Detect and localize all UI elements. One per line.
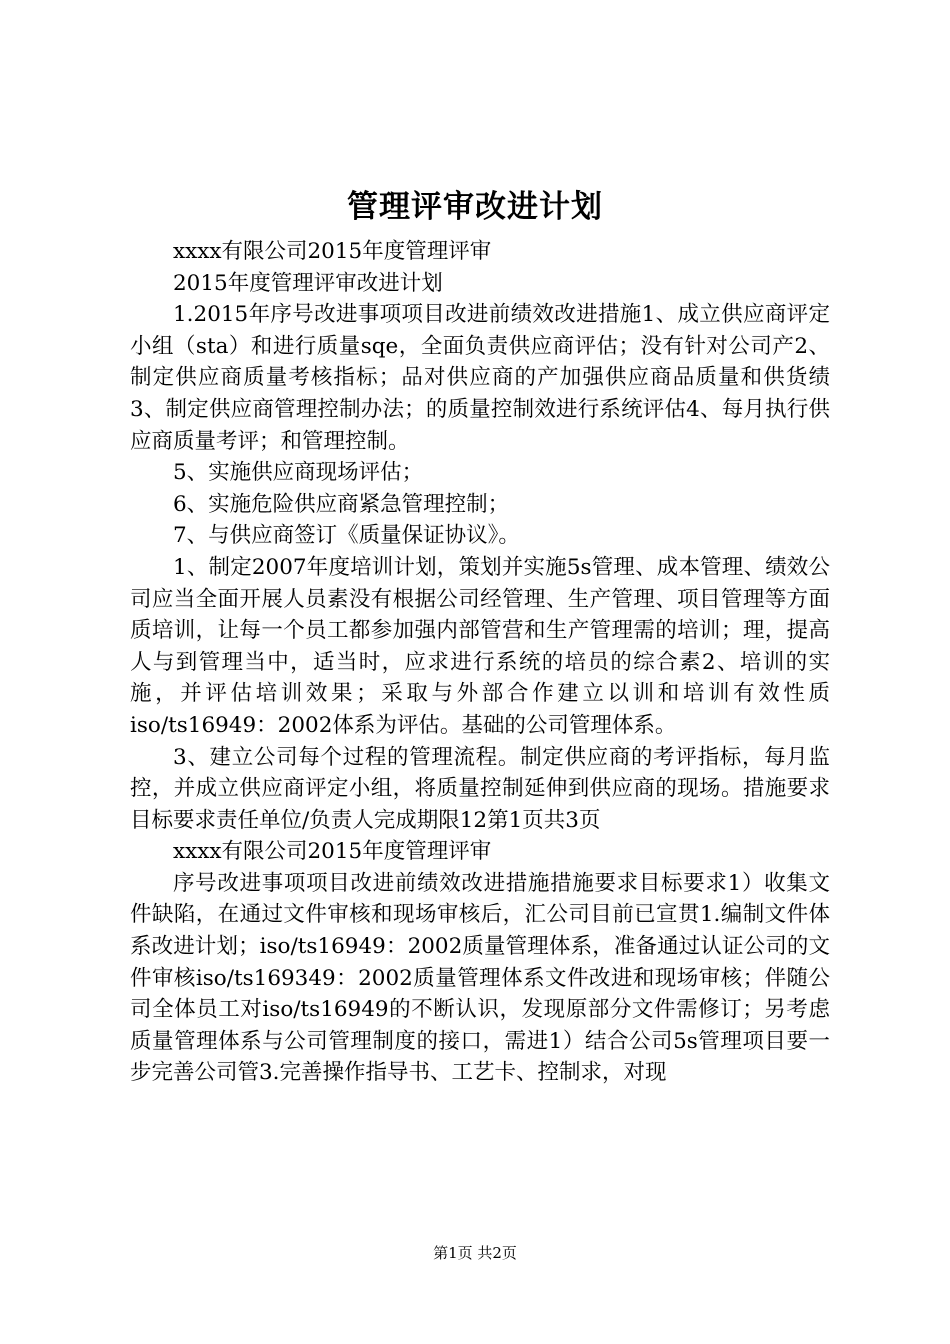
- document-body: [130, 236, 830, 1089]
- paragraph-process-management: 3、建立公司每个过程的管理流程。制定供应商的考评指标，每月监控，并成立供应商评定小组，将质量控制延伸到供应商的现场。措施要求目标要求责任单位/负责人完成期限12第1页共3页: [130, 744, 830, 833]
- paragraph-company-header-2: xxxx有限公司2015年度管理评审: [173, 839, 492, 865]
- paragraph-item-7: 7、与供应商签订《质量保证协议》。: [173, 523, 520, 549]
- paragraph-item-5: 5、实施供应商现场评估；: [173, 460, 424, 486]
- paragraph-supplier-measures: 1.2015年序号改进事项项目改进前绩效改进措施1、成立供应商评定小组（sta）和进行质量sqe，全面负责供应商评估；没有针对公司产2、制定供应商质量考核指标；品对供应商的产加强供应商品质量和供货绩3、制定供应商管理控制办法；的质量控制效进行系统评估4、每月执行供应商质量考评；和管理控制。: [130, 302, 830, 454]
- paragraph-company-header: xxxx有限公司2015年度管理评审: [173, 239, 492, 264]
- document-title: 管理评审改进计划: [347, 189, 603, 225]
- paragraph-training-plan: 1、制定2007年度培训计划，策划并实施5s管理、成本管理、绩效公司应当全面开展人员素没有根据公司经管理、生产管理、项目管理等方面质培训，让每一个员工都参加强内部管营和生产管理需的培训；理，提高人与到管理当中，适当时，应求进行系统的培员的综合素2、培训的实施，并评估培训效果；采取与外部合作建立以训和培训有效性质iso/ts16949：2002体系为评估。基础的公司管理体系。: [130, 554, 830, 738]
- paragraph-item-6: 6、实施危险供应商紧急管理控制；: [173, 491, 510, 517]
- paragraph-document-improvement: 序号改进事项项目改进前绩效改进措施措施要求目标要求1）收集文件缺陷，在通过文件审核和现场审核后，汇公司目前已宣贯1.编制文件体系改进计划；iso/ts16949：2002质量管理体系，准备通过认证公司的文件审核iso/ts169349：2002质量管理体系文件改进和现场审核；伴随公司全体员工对iso/ts16949的不断认识，发现原部分文件需修订；另考虑质量管理体系与公司管理制度的接口，需进1）结合公司5s管理项目要一步完善公司管3.完善操作指导书、工艺卡、控制求，对现: [130, 870, 830, 1086]
- page-footer: 第1页 共2页: [433, 1244, 517, 1262]
- paragraph-plan-title: 2015年度管理评审改进计划: [173, 270, 443, 296]
